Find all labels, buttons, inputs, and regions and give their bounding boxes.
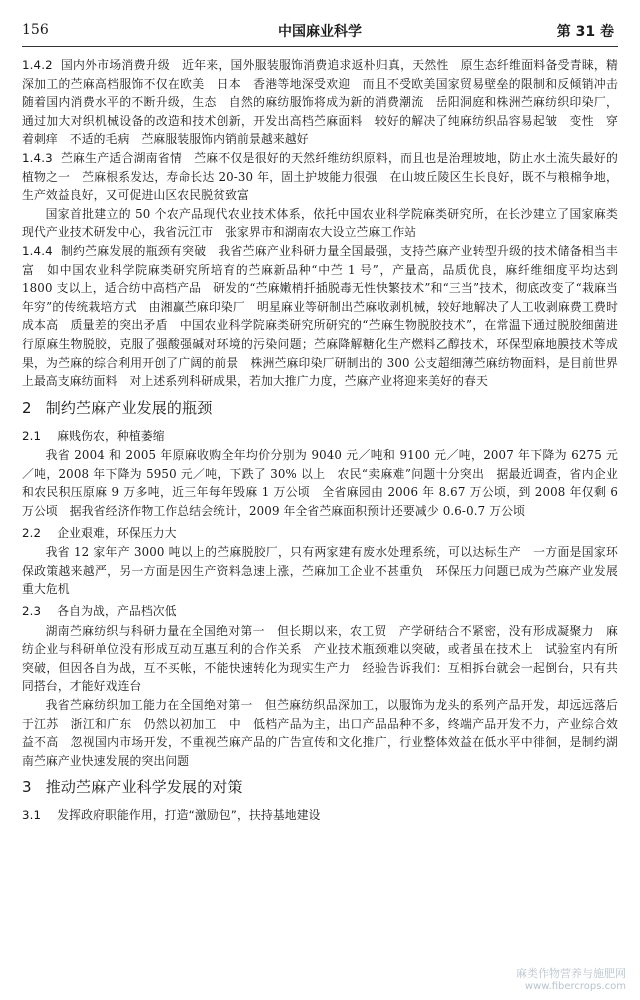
watermark-site-name: 麻类作物营养与施肥网 (516, 967, 626, 980)
paragraph-text: 我省 12 家年产 3000 吨以上的苎麻脱胶厂，只有两家建有废水处理系统，可以达标生产 一方面是国家环保政策越来越严，另一方面是因生产资料急速上涨，苎麻加工企业不甚重负 环保压力问题已成为苎麻产业发展重大危机 (22, 545, 618, 597)
paragraph-text: 湖南苎麻纺织与科研力量在全国绝对第一 但长期以来，农工贸 产学研结合不紧密，没有形成凝聚力 麻纺企业与科研单位没有形成互动互惠互利的合作关系 产业技术瓶颈难以突破，或者虽在技术上 试验室内有所突破，但因各自为战，互不买帐，不能快速转化为现实生产力 经验告诉我们：互相拆台就会一起倒台，只有共同搭台，才能好戏连台 (22, 623, 618, 694)
section-number: 2 (22, 398, 32, 417)
paragraph-text: 制约苎麻发展的瓶颈有突破 我省苎麻产业科研力量全国最强，支持苎麻产业转型升级的技术储备相当丰富 如中国农业科学院麻类研究所培育的苎麻新品种“中苎 1 号”，产量高，品质优良，麻纤维细度平均达到 1800 支以上，适合纺中高档产品 研发的“苎麻嫩梢扦插脱毒无性快繁技术”和“三当”技术，彻底改变了“栽麻当年穷”的传统栽培方式 由湘赢苎麻印染厂 明星麻业等研制出苎麻收剥机械，较好地解决了人工收剥麻费工费时 成本高 质量差的突出矛盾 中国农业科学院麻类研究所研究的“苎麻生物脱胶技术”，在常温下通过脱胶细菌进行原麻生物脱胶，克服了强酸强碱对环境的污染问题；苎麻降解糖化生产燃料乙醇技术，环保型麻地膜技术等成果，为苎麻的综合利用开创了广阔的前景 株洲苎麻印染厂研制出的 300 公支超细薄苎麻纺物面料，是目前世界上最高支麻纺面料 对上述系列科研成果，若加大推广力度，苎麻产业将迎来美好的春天 (22, 243, 630, 389)
paragraph-text: 苎麻生产适合湖南省情 苎麻不仅是很好的天然纤维纺织原料，而且也是治理坡地，防止水土流失最好的植物之一 苎麻根系发达，寿命长达 20-30 年，固土护坡能力很强 在山坡丘陵区生长良好，既不与粮棉争地，生产效益良好，又可促进山区农民脱贫致富 (22, 150, 618, 203)
subsection-title: 企业艰难，环保压力大 (57, 525, 177, 540)
section-title: 推动苎麻产业科学发展的对策 (45, 778, 243, 797)
clause-number: 1.4.4 (22, 243, 53, 258)
section-heading-3 (22, 776, 618, 798)
subsection-title: 发挥政府职能作用，打造“激励包”，扶持基地建设 (57, 808, 321, 823)
page (22, 18, 630, 826)
article-body (22, 56, 630, 825)
section-title: 制约苎麻产业发展的瓶颈 (45, 398, 213, 417)
subsection-heading-2-3 (22, 602, 618, 621)
subsection-number: 2.3 (22, 604, 42, 619)
subsection-title: 麻贱伤农，种植萎缩 (57, 428, 165, 443)
running-header (22, 18, 618, 47)
paragraph-text: 国家首批建立的 50 个农产品现代农业技术体系，依托中国农业科学院麻类研究所，在长沙建立了国家麻类现代产业技术研发中心，我省沅江市 张家界市和湖南农大设立苎麻工作站 (22, 206, 618, 240)
subsection-heading-3-1 (22, 806, 618, 825)
paragraph-1-4-4 (22, 242, 630, 391)
paragraph-2-1 (22, 446, 618, 520)
subsection-title: 各自为战，产品档次低 (57, 604, 177, 619)
subsection-number: 2.2 (22, 525, 42, 540)
paragraph-text: 国内外市场消费升级 近年来，国外服装服饰消费追求返朴归真，天然性 原生态纤维面料备受青睐，精深加工的苎麻高档服饰不仅在欧美 日本 香港等地深受欢迎 而且不受欧美国家贸易壁垒的限制和反倾销冲击 随着国内消费水平的不断升级，生态 自然的麻纺服饰将成为新的消费潮流 岳阳洞庭和株洲苎麻纺织印染厂，通过加大对织机械设备的改造和技术创新，开发出高档苎麻面料 较好的解决了纯麻纺织品容易起皱 变性 穿着刺痒 不适的毛病 苎麻服装服饰内销前景越来越好 (22, 58, 630, 147)
site-watermark (516, 965, 626, 992)
section-number: 3 (22, 778, 32, 797)
paragraph-tech-system (22, 205, 618, 242)
subsection-heading-2-1 (22, 427, 618, 446)
subsection-number: 2.1 (22, 428, 42, 443)
page-number: 156 (22, 22, 49, 38)
section-heading-2 (22, 397, 618, 419)
subsection-heading-2-2 (22, 524, 618, 543)
paragraph-2-3-b (22, 696, 618, 770)
paragraph-2-3-a (22, 622, 618, 696)
journal-title: 中国麻业科学 (278, 24, 362, 40)
paragraph-1-4-3 (22, 149, 618, 205)
paragraph-text: 我省苎麻纺织加工能力在全国绝对第一 但苎麻纺织品深加工，以服饰为龙头的系列产品开发，却远远落后于江苏 浙江和广东 仍然以初加工 中 低档产品为主，出口产品品种不多，终端产品开发不力，产业综合效益不高 忽视国内市场开发，不重视苎麻产品的广告宣传和文化推广，行业整体效益在低水平中徘徊，是制约湖南苎麻产业快速发展的突出问题 (22, 698, 618, 768)
paragraph-text: 我省 2004 和 2005 年原麻收购全年均价分别为 9040 元／吨和 9100 元／吨，2007 年下降为 6275 元／吨，2008 年下降为 5950 元／吨，下跌了 30% 以上 农民“卖麻难”问题十分突出 据最近调查，省内企业和农民积压原麻 9 万多吨，近三年每年毁麻 1 万公顷 全省麻园由 2006 年 8.67 万公顷，到 2008 年仅剩 6 万公顷 据我省经济作物工作总结会统计，2009 年全省苎麻面积预计还要减少 0.6-0.7 万公顷 (22, 448, 618, 519)
paragraph-1-4-2 (22, 56, 630, 149)
watermark-url: www.fibercrops.com (524, 981, 626, 992)
subsection-number: 3.1 (22, 808, 42, 823)
clause-number: 1.4.2 (22, 58, 53, 72)
paragraph-2-2 (22, 543, 618, 599)
clause-number: 1.4.3 (22, 150, 53, 165)
volume-label: 第 31 卷 (556, 24, 614, 40)
